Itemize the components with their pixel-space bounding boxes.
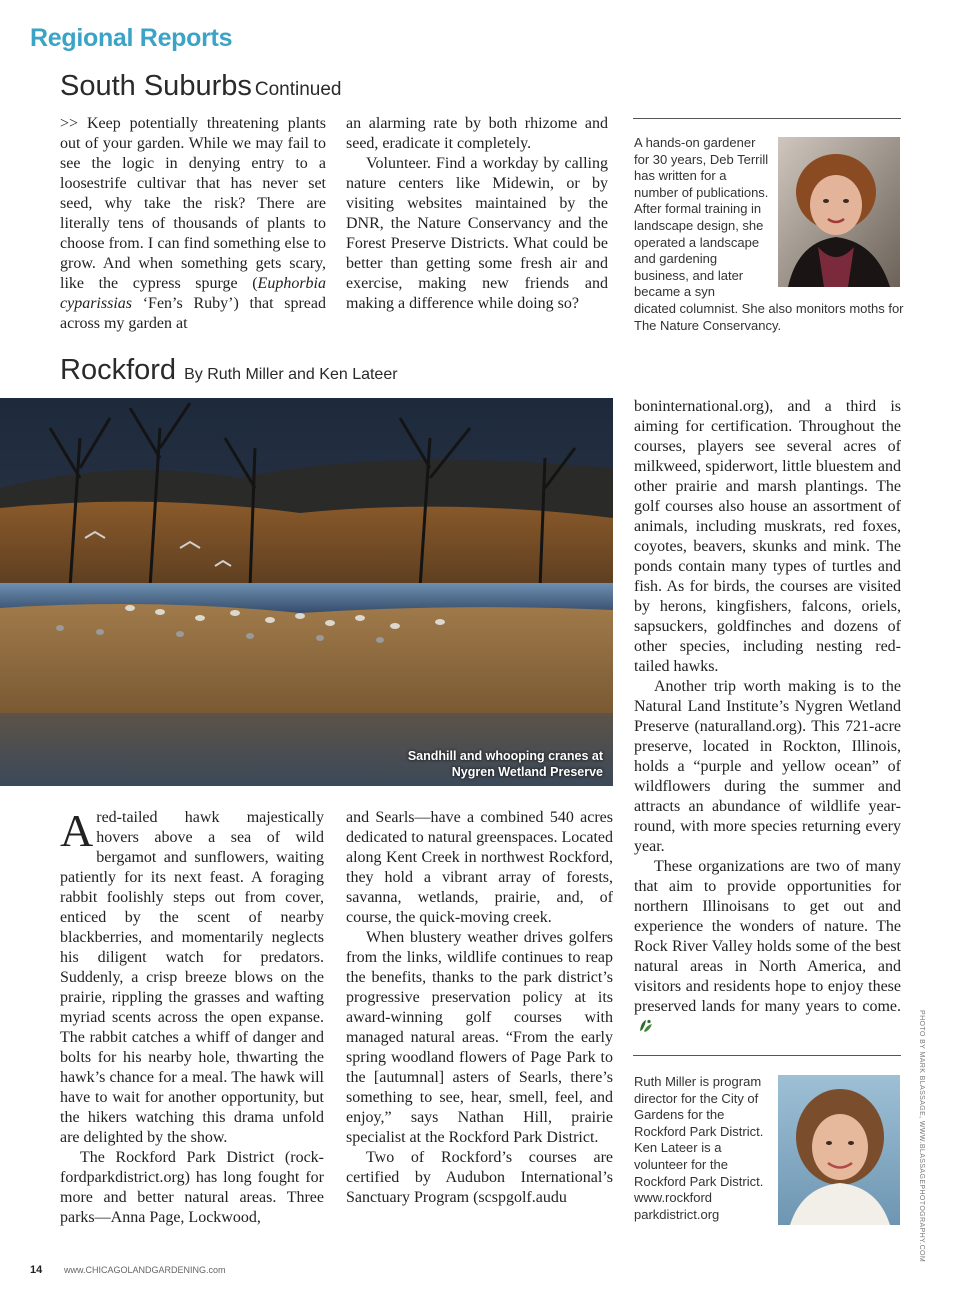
photo-caption xyxy=(408,748,603,780)
south-col1-text: >> Keep potentially threatening plants out of your garden. While we may fail to see the logic in denying entry to a loosestrife cultivar that has never set seed, why take the risk? There are literally tens of thousands of plants to choose from. I can find something else to grow. And when something gets scary, like the cypress spurge ( xyxy=(60,115,326,292)
south-column-1 xyxy=(60,114,326,334)
south-col2-p1: an alarming rate by both rhizome and seed, eradicate it completely. xyxy=(346,115,608,152)
page-number: 14 xyxy=(30,1264,43,1276)
rockford-byline: By Ruth Miller and Ken Lateer xyxy=(184,366,398,383)
rockford-bio-rule xyxy=(633,1055,901,1056)
crane-wetland-photo xyxy=(0,398,613,786)
bio-top-rule xyxy=(633,118,901,119)
rockford-column-1 xyxy=(60,805,324,1228)
rockford-col1-p1-text: red-tailed hawk majestically hovers above a sea of wild bergamot and sunflowers, waiting patiently for its next feast. A foraging rabbit foolishly steps out from cover, enticed by the scent of nearby blackberries, and momentarily neglects his diligent watch for predators. Suddenly, a crisp breeze blows on the prairie, rippling the grasses and wafting myriad scents across the open expanse. The rabbit catches a whiff of danger and bolts for his nearby hole, thwarting the hawk’s chance for a meal. The hawk will have to wait for another opportunity, but the hikers watching this drama unfold are delighted by the show. xyxy=(60,809,324,1146)
photo-credit: PHOTO BY MARK BLASSAGE, WWW.BLASSAGEPHOTOGRAPHY.COM xyxy=(918,1010,925,1263)
continued-label: Continued xyxy=(254,79,342,100)
rockford-col3-p1: boninternational.org), and a third is aiming for certification. Throughout the courses, players see several acres of milkweed, spiderwort, little bluestem and other prairie and marsh plantings. The golf courses also house an assortment of animals, including muskrats, red foxes, coyotes, beavers, skunks and mink. The ponds contain many types of turtles and fish. As for birds, the courses are visited by herons, kingfishers, falcons, oriels, sapsuckers, goldfinches and dozens of other species, including nesting red-tailed hawks. xyxy=(634,398,901,675)
south-col2-p2: Volunteer. Find a workday by calling nature centers like Midewin, or by visiting websites maintained by the DNR, the Nature Conservancy and the Forest Preserve Districts. What could be better than getting some fresh air and exercise, making new friends and making a difference while doing so? xyxy=(346,155,608,312)
south-col1-paragraph xyxy=(60,114,326,334)
rockford-col1-p1 xyxy=(60,805,324,1148)
south-col1-end: ‘Fen’s Ruby’) that spread across my garden at xyxy=(60,295,326,332)
rockford-col3-p3 xyxy=(634,857,901,1037)
photo-caption-line1: Sandhill and whooping cranes at xyxy=(407,749,603,763)
deb-terrill-portrait xyxy=(778,137,900,287)
rockford-title: Rockford xyxy=(60,354,177,386)
rockford-column-2 xyxy=(346,808,613,1208)
deb-terrill-bio-full: dicated columnist. She also monitors moths for The Nature Conservancy. xyxy=(634,301,904,333)
photo-caption-line2: Nygren Wetland Preserve xyxy=(451,765,603,779)
rockford-col2-p1: and Searls—have a combined 540 acres dedicated to natural greenspaces. Located along Kent Creek in northwest Rockford, they hold a vibrant array of forests, savanna, wetlands, prairie, and, of course, the quick-moving creek. xyxy=(346,809,613,926)
rockford-col2-p3: Two of Rockford’s courses are certified by Audubon International’s Sanctuary Program (scspgolf.audu xyxy=(346,1149,613,1206)
south-suburbs-heading xyxy=(60,70,341,103)
rockford-col3-p3-text: These organizations are two of many that aim to provide opportunities for northern Illinoisans to get out and experience the wonders of nature. The Rock River Valley holds some of the best natural areas in North America, and visitors and residents hope to enjoy these preserved lands for many years to come. xyxy=(634,858,901,1015)
south-column-2 xyxy=(346,114,608,314)
rockford-bio: Ruth Miller is program director for the City of Gardens for the Rockford Park District. Ken Lateer is a volunteer for the Rockford Park District. www.rockford parkdistrict.org xyxy=(634,1074,764,1222)
ruth-miller-portrait xyxy=(778,1075,900,1225)
rockford-col1-p2: The Rockford Park District (rockfordparkdistrict.org) has long fought for more and better natural areas. Three parks—Anna Page, Lockwood, xyxy=(60,1149,324,1226)
section-label: Regional Reports xyxy=(30,24,233,52)
footer-url: www.CHICAGOLANDGARDENING.com xyxy=(64,1265,226,1275)
south-col1-italic: Euphorbia cyparissias xyxy=(60,275,326,312)
leaf-end-icon xyxy=(638,1019,654,1033)
rockford-col3-p2: Another trip worth making is to the Natural Land Institute’s Nygren Wetland Preserve (naturalland.org). This 721-acre preserve, located in Rockton, Illinois, holds a “purple and yellow ocean” of wildflowers during the summer and attracts an abundance of wildlife year-round, with more species returning every year. xyxy=(634,678,901,855)
rockford-column-3 xyxy=(634,397,901,1037)
drop-cap: A xyxy=(60,805,94,856)
south-suburbs-title: South Suburbs xyxy=(60,70,252,102)
rockford-heading xyxy=(60,354,398,387)
deb-terrill-bio-wrap: A hands-on gardener for 30 years, Deb Terrill has written for a number of publications. After formal training in landscape design, she operated a landscape and gardening business, and later became a syn xyxy=(634,135,769,300)
rockford-col2-p2: When blustery weather drives golfers from the links, wildlife continues to reap the benefits, thanks to the park district’s progressive preservation policy at its award-winning golf courses with managed natural areas. “From the early spring woodland flowers of Page Park to the [autumnal] asters of Searls, there’s something to see, hear, smell, feel, and enjoy,” says Nathan Hill, prairie specialist at the Rockford Park District. xyxy=(346,929,613,1146)
